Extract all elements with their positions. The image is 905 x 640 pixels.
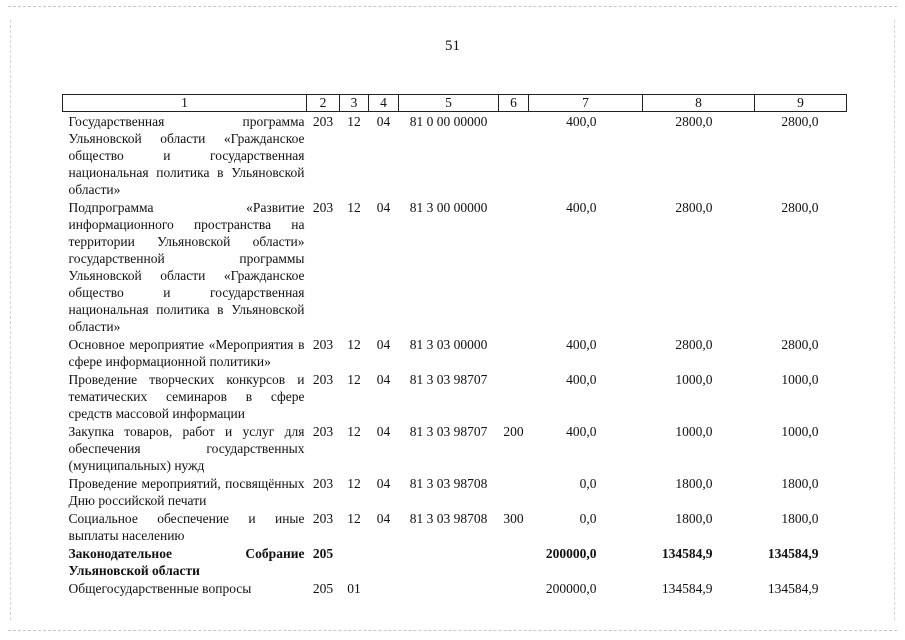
table-row bbox=[63, 198, 847, 335]
row-name: Государственная программа Ульяновской области «Гражданское общество и государственная национальная политика в Ульяновской области» bbox=[68, 114, 305, 197]
row-amount-col7: 200000,0 bbox=[545, 546, 597, 561]
page-number: 51 bbox=[445, 38, 460, 54]
row-name: Социальное обеспечение и иные выплаты населению bbox=[68, 511, 305, 543]
header-col-8: 8 bbox=[643, 95, 755, 112]
row-amount-col8: 1800,0 bbox=[675, 476, 713, 491]
row-amount-col8: 1000,0 bbox=[675, 424, 713, 439]
row-subsection-code bbox=[369, 579, 399, 597]
row-subsection-code: 04 bbox=[376, 114, 391, 129]
row-name: Законодательное Собрание Ульяновской области bbox=[68, 546, 305, 578]
row-ministry-code: 203 bbox=[312, 200, 334, 215]
header-col-7: 7 bbox=[529, 95, 643, 112]
row-amount-col8: 1000,0 bbox=[675, 372, 713, 387]
row-amount-col9: 2800,0 bbox=[781, 114, 819, 129]
row-amount-col9: 2800,0 bbox=[781, 337, 819, 352]
row-amount-col7: 400,0 bbox=[566, 337, 597, 352]
page-edge-right bbox=[894, 20, 895, 620]
row-amount-col8: 2800,0 bbox=[675, 337, 713, 352]
row-amount-col9: 1000,0 bbox=[781, 424, 819, 439]
row-section-code: 12 bbox=[347, 511, 361, 526]
row-subsection-code: 04 bbox=[376, 200, 391, 215]
page-edge-top bbox=[8, 6, 897, 7]
row-section-code: 12 bbox=[347, 114, 361, 129]
row-target-code: 81 3 03 00000 bbox=[409, 337, 488, 352]
row-target-code: 81 0 00 00000 bbox=[409, 114, 488, 129]
row-name: Закупка товаров, работ и услуг для обеспечения государственных (муниципальных) нужд bbox=[68, 424, 305, 473]
row-amount-col8: 2800,0 bbox=[675, 114, 713, 129]
row-amount-col8: 2800,0 bbox=[675, 200, 713, 215]
header-col-4: 4 bbox=[369, 95, 399, 112]
row-target-code: 81 3 03 98707 bbox=[409, 424, 488, 439]
row-expense-type bbox=[499, 335, 529, 370]
row-amount-col9: 2800,0 bbox=[781, 200, 819, 215]
row-subsection-code: 04 bbox=[376, 337, 391, 352]
table-row bbox=[63, 544, 847, 579]
table-row bbox=[63, 422, 847, 474]
table-body bbox=[63, 112, 847, 598]
table-row bbox=[63, 579, 847, 597]
row-expense-type bbox=[499, 112, 529, 199]
row-ministry-code: 203 bbox=[312, 424, 334, 439]
table-header bbox=[63, 95, 847, 112]
row-amount-col8: 1800,0 bbox=[675, 511, 713, 526]
row-expense-type bbox=[499, 544, 529, 579]
row-expense-type bbox=[499, 474, 529, 509]
row-ministry-code: 203 bbox=[312, 372, 334, 387]
row-target-code: 81 3 00 00000 bbox=[409, 200, 488, 215]
row-amount-col7: 200000,0 bbox=[545, 581, 597, 596]
header-row bbox=[63, 95, 847, 112]
header-col-6: 6 bbox=[499, 95, 529, 112]
row-name: Проведение творческих конкурсов и тематических семинаров в сфере средств массовой информации bbox=[68, 372, 305, 421]
row-amount-col9: 1000,0 bbox=[781, 372, 819, 387]
row-target-code: 81 3 03 98708 bbox=[409, 511, 488, 526]
row-section-code: 12 bbox=[347, 337, 361, 352]
row-amount-col7: 400,0 bbox=[566, 200, 597, 215]
row-name: Проведение мероприятий, посвящённых Дню российской печати bbox=[68, 476, 305, 508]
row-name: Общегосударственные вопросы bbox=[68, 581, 252, 596]
page-edge-bottom bbox=[8, 630, 897, 631]
row-section-code bbox=[340, 544, 369, 579]
row-ministry-code: 203 bbox=[312, 337, 334, 352]
budget-table bbox=[62, 94, 847, 597]
row-expense-type: 200 bbox=[503, 424, 524, 439]
row-expense-type bbox=[499, 198, 529, 335]
page-edge-left bbox=[10, 20, 11, 620]
row-expense-type bbox=[499, 370, 529, 422]
row-target-code bbox=[399, 544, 499, 579]
row-subsection-code: 04 bbox=[376, 511, 391, 526]
row-ministry-code: 203 bbox=[312, 114, 334, 129]
row-expense-type bbox=[499, 579, 529, 597]
row-subsection-code: 04 bbox=[376, 372, 391, 387]
header-col-1: 1 bbox=[63, 95, 307, 112]
row-amount-col9: 1800,0 bbox=[781, 476, 819, 491]
header-col-2: 2 bbox=[307, 95, 340, 112]
row-subsection-code: 04 bbox=[376, 424, 391, 439]
header-col-5: 5 bbox=[399, 95, 499, 112]
header-col-9: 9 bbox=[755, 95, 847, 112]
row-section-code: 12 bbox=[347, 372, 361, 387]
row-ministry-code: 203 bbox=[312, 476, 334, 491]
row-amount-col7: 400,0 bbox=[566, 424, 597, 439]
row-expense-type: 300 bbox=[503, 511, 524, 526]
row-amount-col9: 1800,0 bbox=[781, 511, 819, 526]
row-name: Основное мероприятие «Мероприятия в сфере информационной политики» bbox=[68, 337, 305, 369]
table-row bbox=[63, 474, 847, 509]
table-row bbox=[63, 370, 847, 422]
row-amount-col8: 134584,9 bbox=[661, 581, 713, 596]
table-row bbox=[63, 335, 847, 370]
row-section-code: 12 bbox=[347, 476, 361, 491]
row-section-code: 12 bbox=[347, 200, 361, 215]
row-section-code: 12 bbox=[347, 424, 361, 439]
row-amount-col8: 134584,9 bbox=[661, 546, 713, 561]
row-section-code: 01 bbox=[347, 581, 361, 596]
row-subsection-code: 04 bbox=[376, 476, 391, 491]
row-amount-col7: 400,0 bbox=[566, 372, 597, 387]
row-amount-col9: 134584,9 bbox=[767, 546, 819, 561]
table-row bbox=[63, 112, 847, 199]
row-amount-col9: 134584,9 bbox=[767, 581, 819, 596]
row-ministry-code: 205 bbox=[312, 581, 334, 596]
header-col-3: 3 bbox=[340, 95, 369, 112]
row-amount-col7: 0,0 bbox=[579, 511, 597, 526]
row-ministry-code: 203 bbox=[312, 511, 334, 526]
row-name: Подпрограмма «Развитие информационного пространства на территории Ульяновской области» государственной программы Ульяновской области «Гражданское общество и государственная национальная политика в Ульяновской области» bbox=[68, 200, 305, 334]
row-target-code: 81 3 03 98708 bbox=[409, 476, 488, 491]
row-subsection-code bbox=[369, 544, 399, 579]
row-target-code bbox=[399, 579, 499, 597]
row-amount-col7: 400,0 bbox=[566, 114, 597, 129]
row-target-code: 81 3 03 98707 bbox=[409, 372, 488, 387]
row-amount-col7: 0,0 bbox=[579, 476, 597, 491]
table-row bbox=[63, 509, 847, 544]
row-ministry-code: 205 bbox=[312, 546, 334, 561]
